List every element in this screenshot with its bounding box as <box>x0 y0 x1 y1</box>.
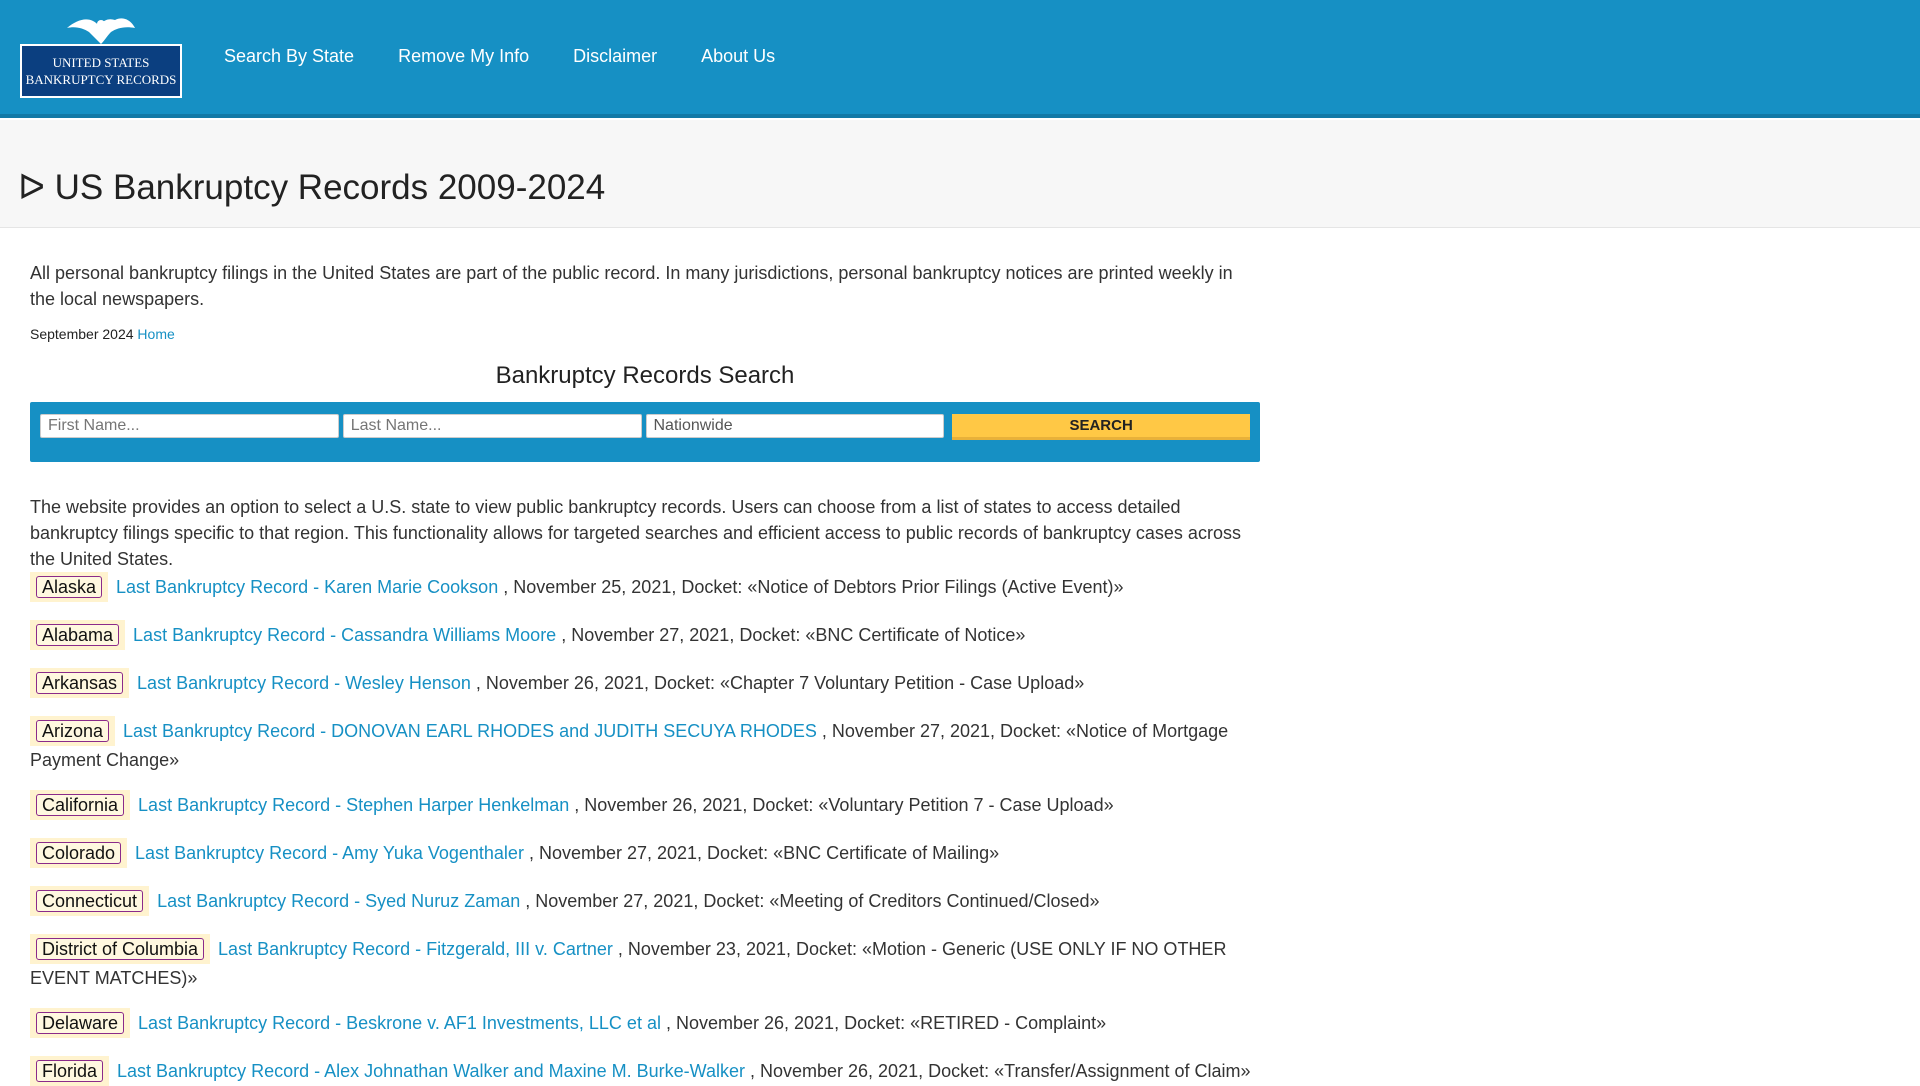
state-badge[interactable]: Florida <box>30 1056 109 1086</box>
logo-line-1: UNITED STATES <box>52 55 150 70</box>
record-link[interactable]: Last Bankruptcy Record - Stephen Harper Henkelman <box>138 795 570 815</box>
search-form <box>30 402 1260 462</box>
record-link[interactable]: Last Bankruptcy Record - Fitzgerald, III v. Cartner <box>218 939 613 959</box>
record-link[interactable]: Last Bankruptcy Record - Cassandra Williams Moore <box>133 625 557 645</box>
list-item <box>30 838 1260 868</box>
search-button[interactable]: SEARCH <box>952 414 1250 440</box>
records-list <box>30 572 1260 1086</box>
record-details: , November 26, 2021, Docket: «Transfer/Assignment of Claim» <box>749 1061 1251 1081</box>
state-badge[interactable]: Alaska <box>30 572 108 602</box>
page-title: ᐅ US Bankruptcy Records 2009-2024 <box>18 168 606 207</box>
breadcrumb-date: September 2024 <box>30 326 134 342</box>
record-link[interactable]: Last Bankruptcy Record - Karen Marie Cookson <box>116 577 499 597</box>
intro-text: All personal bankruptcy filings in the United States are part of the public record. In many jurisdictions, personal bankruptcy notices are printed weekly in the local newspapers. <box>30 263 1233 309</box>
record-link[interactable]: Last Bankruptcy Record - Beskrone v. AF1 Investments, LLC et al <box>138 1013 661 1033</box>
record-details: , November 25, 2021, Docket: «Notice of Debtors Prior Filings (Active Event)» <box>503 577 1124 597</box>
state-badge[interactable]: District of Columbia <box>30 934 210 964</box>
main-nav <box>224 46 775 67</box>
record-link[interactable]: Last Bankruptcy Record - Amy Yuka Vogenthaler <box>135 843 524 863</box>
list-item <box>30 716 1260 774</box>
state-badge[interactable]: Delaware <box>30 1008 130 1038</box>
record-details: , November 27, 2021, Docket: «BNC Certificate of Mailing» <box>528 843 1000 863</box>
logo-badge <box>20 44 182 98</box>
eagle-icon <box>65 14 137 46</box>
state-badge[interactable]: Alabama <box>30 620 125 650</box>
state-badge[interactable]: Colorado <box>30 838 127 868</box>
search-title: Bankruptcy Records Search <box>495 362 795 389</box>
list-item <box>30 886 1260 916</box>
main-content <box>30 260 1260 1086</box>
list-item <box>30 668 1260 698</box>
site-logo[interactable] <box>20 14 182 98</box>
top-navigation-bar <box>0 0 1920 118</box>
hero-banner <box>0 120 1920 228</box>
last-name-input[interactable] <box>343 414 642 438</box>
nav-remove-my-info[interactable]: Remove My Info <box>398 46 530 66</box>
breadcrumb-home-link[interactable]: Home <box>137 326 175 342</box>
first-name-input[interactable] <box>40 414 339 438</box>
record-details: , November 26, 2021, Docket: «Chapter 7 Voluntary Petition - Case Upload» <box>475 673 1085 693</box>
nav-search-by-state[interactable]: Search By State <box>224 46 355 66</box>
logo-line-2: BANKRUPTCY RECORDS <box>25 72 177 87</box>
record-details: , November 27, 2021, Docket: «Meeting of Creditors Continued/Closed» <box>525 891 1100 911</box>
list-item <box>30 934 1260 992</box>
record-details: , November 26, 2021, Docket: «Voluntary Petition 7 - Case Upload» <box>574 795 1114 815</box>
nav-about-us[interactable]: About Us <box>701 46 776 66</box>
breadcrumb <box>30 326 1260 342</box>
record-details: , November 26, 2021, Docket: «RETIRED - Complaint» <box>665 1013 1107 1033</box>
record-link[interactable]: Last Bankruptcy Record - Alex Johnathan Walker and Maxine M. Burke-Walker <box>117 1061 745 1081</box>
state-badge[interactable]: Arkansas <box>30 668 129 698</box>
record-link[interactable]: Last Bankruptcy Record - Syed Nuruz Zaman <box>157 891 521 911</box>
list-item <box>30 790 1260 820</box>
list-item <box>30 1056 1260 1086</box>
list-item <box>30 572 1260 602</box>
state-badge[interactable]: Arizona <box>30 716 115 746</box>
record-details: , November 27, 2021, Docket: «BNC Certificate of Notice» <box>561 625 1026 645</box>
record-link[interactable]: Last Bankruptcy Record - Wesley Henson <box>137 673 471 693</box>
nav-disclaimer[interactable]: Disclaimer <box>573 46 658 66</box>
state-badge[interactable]: Connecticut <box>30 886 149 916</box>
record-details: , November 23, 2021, Docket: «Motion - Generic (USE ONLY IF NO OTHER EVENT MATCHES)» <box>30 939 1227 988</box>
record-details: , November 27, 2021, Docket: «Notice of Mortgage Payment Change» <box>30 721 1229 770</box>
list-item <box>30 1008 1260 1038</box>
description-text: The website provides an option to select a U.S. state to view public bankruptcy records. Users can choose from a list of states to access detailed bankruptcy filings specific to that region. This functionality allows for targeted searches and efficient access to public records of bankruptcy cases across the United States. <box>30 497 1241 569</box>
state-select[interactable] <box>646 414 945 438</box>
record-link[interactable]: Last Bankruptcy Record - DONOVAN EARL RHODES and JUDITH SECUYA RHODES <box>123 721 817 741</box>
state-badge[interactable]: California <box>30 790 130 820</box>
list-item <box>30 620 1260 650</box>
